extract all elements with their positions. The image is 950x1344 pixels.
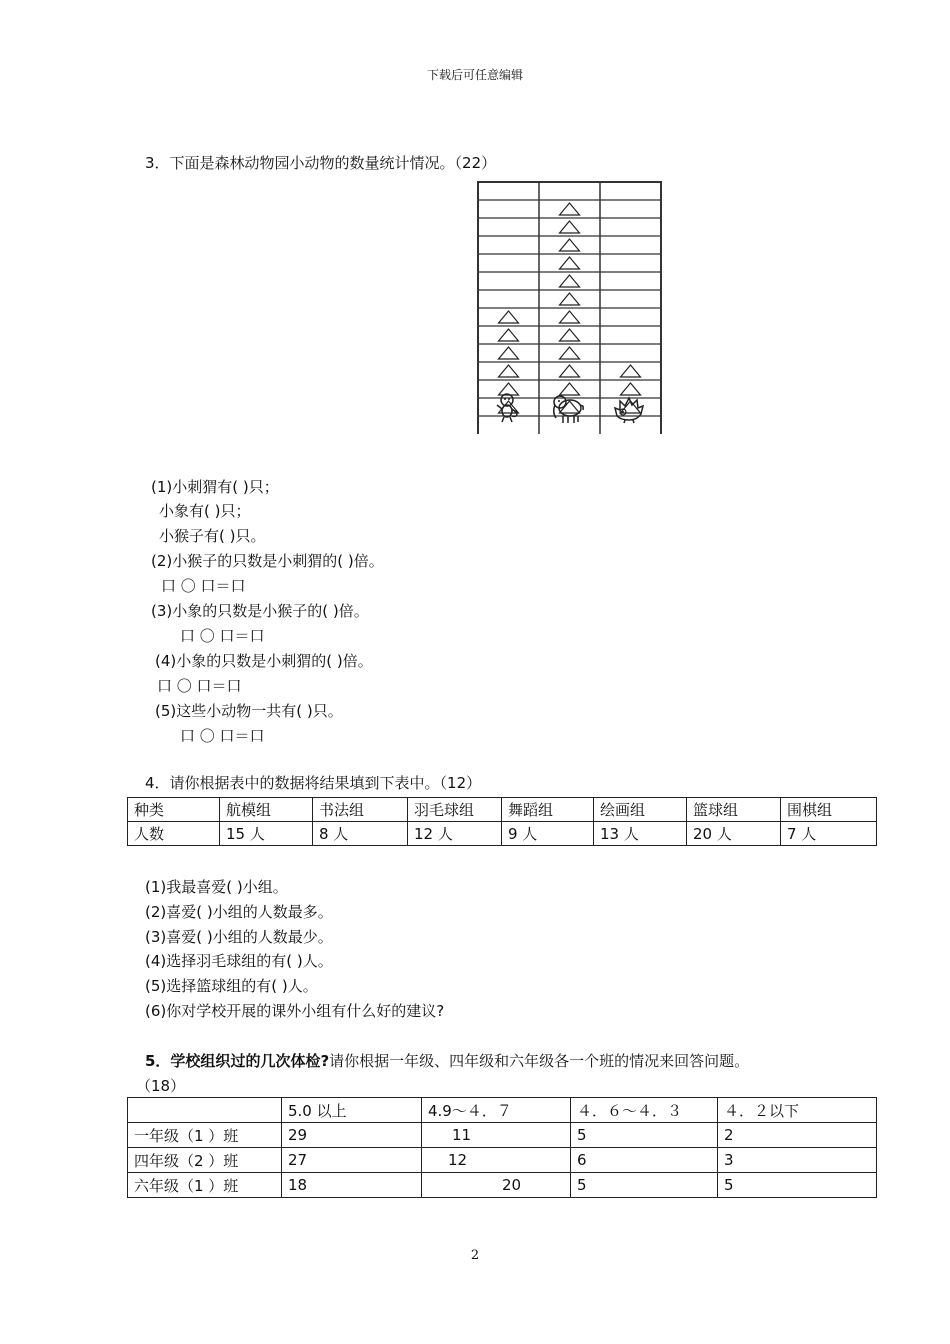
- pictograph-triangle-elephant: [560, 293, 580, 305]
- q4-title: 4．请你根据表中的数据将结果填到下表中。（12）: [145, 774, 482, 792]
- table-row: [128, 1123, 877, 1148]
- table-cell: 6: [571, 1148, 718, 1173]
- q4-line-6: (6)你对学校开展的课外小组有什么好的建议?: [145, 1002, 445, 1020]
- q3-equation-4: 口 〇 口＝口: [180, 727, 265, 745]
- table-cell: 六年级（1 ）班: [128, 1173, 282, 1198]
- q3-line-4: (2)小猴子的只数是小刺猬的( )倍。: [151, 552, 384, 570]
- table-cell: 羽毛球组: [408, 798, 502, 822]
- q4-line-5: (5)选择篮球组的有( )人。: [145, 977, 318, 995]
- q4-line-1: (1)我最喜爱( )小组。: [145, 878, 288, 896]
- table-row: [128, 1173, 877, 1198]
- table-cell: 四年级（2 ）班: [128, 1148, 282, 1173]
- q3-line-2: 小象有( )只；: [159, 502, 251, 520]
- q5-title: [145, 1050, 749, 1071]
- q3-line-7: (5)这些小动物一共有( )只。: [155, 702, 343, 720]
- table-row: [128, 798, 877, 822]
- table-cell: 8 人: [313, 822, 408, 846]
- q3-equation-3: 口 〇 口＝口: [157, 677, 242, 695]
- pictograph-triangle-hedgehog: [621, 365, 641, 377]
- pictograph-triangle-monkey: [499, 383, 519, 395]
- table-cell: 人数: [128, 822, 220, 846]
- table-cell: 13 人: [594, 822, 687, 846]
- q3-line-1: (1)小刺猬有( )只；: [151, 478, 279, 496]
- table-cell: 绘画组: [594, 798, 687, 822]
- elephant-icon: [554, 396, 583, 423]
- pictograph-triangle-monkey: [499, 329, 519, 341]
- q3-line-3: 小猴子有( )只。: [159, 527, 266, 545]
- table-cell: 18: [282, 1173, 422, 1198]
- table-cell: 5: [718, 1173, 877, 1198]
- pictograph-triangle-elephant: [560, 311, 580, 323]
- pictograph-triangle-elephant: [560, 275, 580, 287]
- table-cell: 29: [282, 1123, 422, 1148]
- pictograph-triangle-monkey: [499, 365, 519, 377]
- table-cell: 12: [422, 1148, 571, 1173]
- q3-equation-1: 口 〇 口＝口: [161, 577, 246, 595]
- table-cell: 篮球组: [687, 798, 781, 822]
- pictograph-grid: [478, 182, 661, 434]
- table-cell: 20: [422, 1173, 571, 1198]
- table-cell: 2: [718, 1123, 877, 1148]
- q3-line-6: (4)小象的只数是小刺猬的( )倍。: [155, 652, 373, 670]
- table-cell: 11: [422, 1123, 571, 1148]
- table-cell: [128, 1098, 282, 1123]
- table-cell: 5: [571, 1173, 718, 1198]
- pictograph-triangle-elephant: [560, 203, 580, 215]
- pictograph-triangle-elephant: [560, 347, 580, 359]
- pictograph-triangle-monkey: [499, 311, 519, 323]
- page-header: 下载后可任意编辑: [426, 68, 523, 82]
- table-cell: 4.9～４．７: [422, 1098, 571, 1123]
- table-cell: 舞蹈组: [502, 798, 594, 822]
- pictograph-triangle-elephant: [560, 329, 580, 341]
- table-cell: 27: [282, 1148, 422, 1173]
- q3-equation-2: 口 〇 口＝口: [180, 627, 265, 645]
- page-number: 2: [470, 1248, 480, 1263]
- pictograph-triangle-elephant: [560, 257, 580, 269]
- table-cell: 5.0 以上: [282, 1098, 422, 1123]
- pictograph-triangle-hedgehog: [621, 383, 641, 395]
- table-row: [128, 1148, 877, 1173]
- pictograph-triangle-elephant: [560, 365, 580, 377]
- pictograph-triangle-elephant: [560, 221, 580, 233]
- q4-line-2: (2)喜爱( )小组的人数最多。: [145, 903, 333, 921]
- table-cell: 航模组: [220, 798, 313, 822]
- q5-title-bold: 5．学校组织过的几次体检?: [145, 1052, 330, 1070]
- pictograph-triangle-monkey: [499, 347, 519, 359]
- table-cell: 12 人: [408, 822, 502, 846]
- q4-line-3: (3)喜爱( )小组的人数最少。: [145, 928, 333, 946]
- q5-points: （18）: [136, 1077, 186, 1095]
- pictograph-triangle-elephant: [560, 239, 580, 251]
- q5-title-rest: 请你根据一年级、四年级和六年级各一个班的情况来回答问题。: [329, 1052, 750, 1070]
- table-row: [128, 822, 877, 846]
- table-cell: 书法组: [313, 798, 408, 822]
- activity-group-table: [127, 797, 877, 846]
- table-cell: 20 人: [687, 822, 781, 846]
- table-cell: ４．６～４．３: [571, 1098, 718, 1123]
- q4-line-4: (4)选择羽毛球组的有( )人。: [145, 952, 333, 970]
- table-cell: ４．２以下: [718, 1098, 877, 1123]
- table-cell: 7 人: [781, 822, 877, 846]
- table-cell: 3: [718, 1148, 877, 1173]
- pictograph-triangle-elephant: [560, 383, 580, 395]
- eyesight-table: [127, 1097, 877, 1198]
- table-cell: 9 人: [502, 822, 594, 846]
- q3-line-5: (3)小象的只数是小猴子的( )倍。: [151, 602, 369, 620]
- animal-pictograph: [476, 180, 664, 434]
- q3-title: 3．下面是森林动物园小动物的数量统计情况。（22）: [145, 154, 497, 172]
- table-cell: 围棋组: [781, 798, 877, 822]
- table-row: [128, 1098, 877, 1123]
- table-cell: 一年级（1 ）班: [128, 1123, 282, 1148]
- table-cell: 种类: [128, 798, 220, 822]
- table-cell: 5: [571, 1123, 718, 1148]
- table-cell: 15 人: [220, 822, 313, 846]
